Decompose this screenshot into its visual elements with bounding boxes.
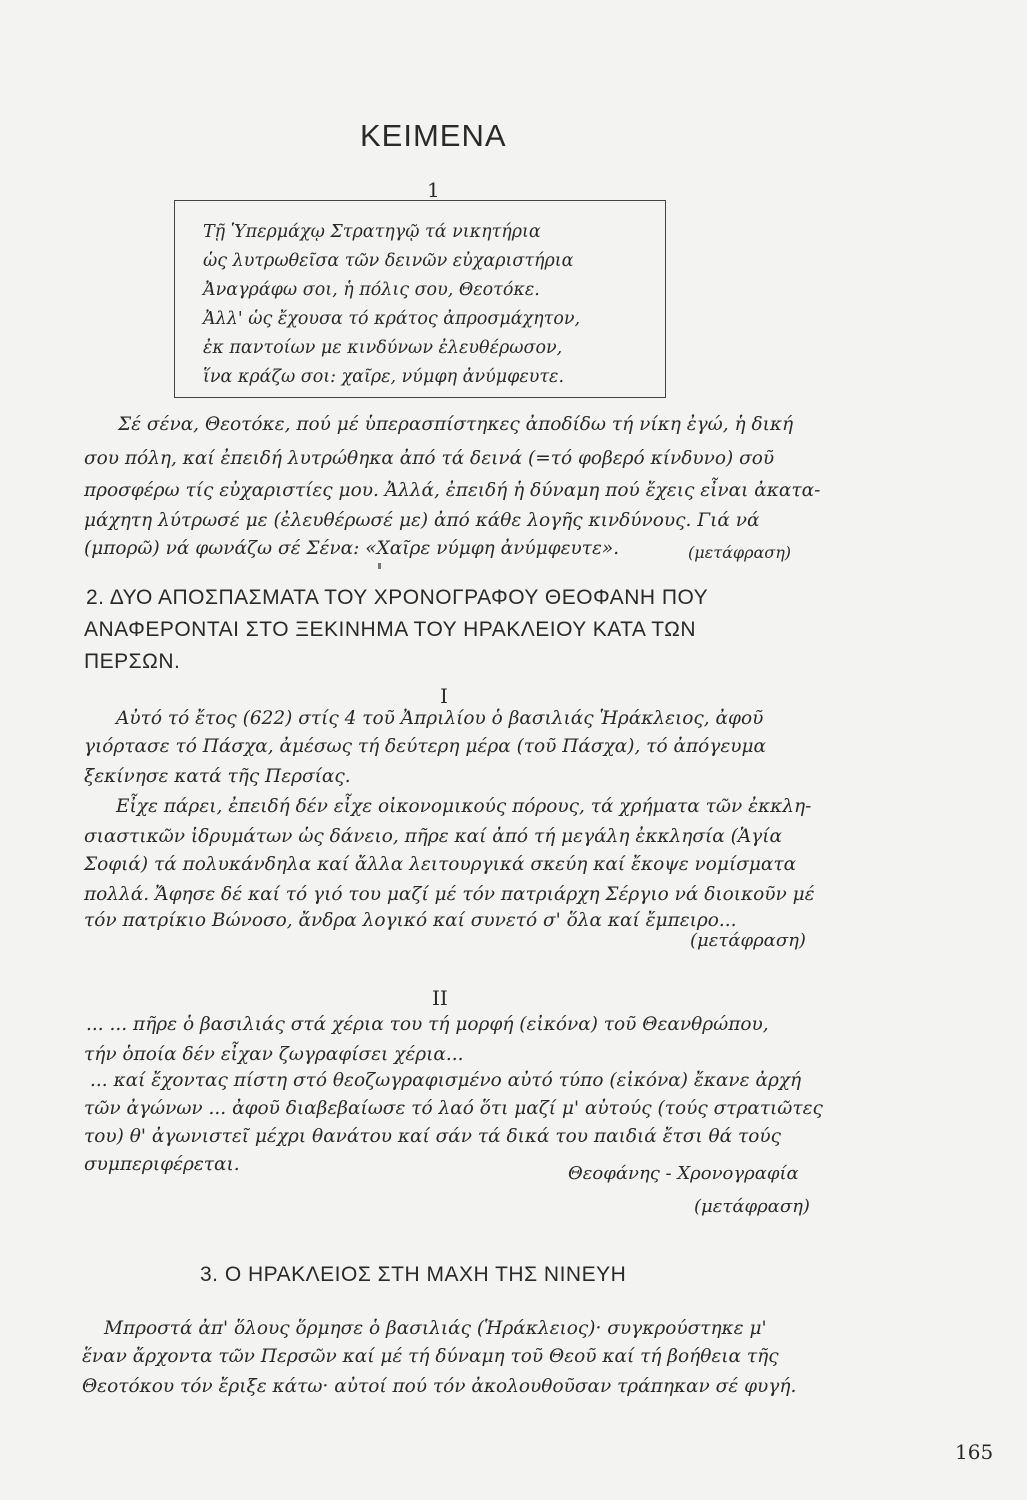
translation-line: προσφέρω τίς εὐχαριστίες μου. Ἀλλά, ἐπειδή ἡ δύναμη πού ἔχεις εἶναι ἀκατα- (84, 480, 821, 501)
part-2-line: ... ... πῆρε ὁ βασιλιάς στά χέρια του τή μορφή (εἰκόνα) τοῦ Θεανθρώπου, (86, 1014, 769, 1035)
page-title: KEIMENA (360, 118, 507, 153)
translation-line: (μπορῶ) νά φωνάζω σέ Σένα: «Χαῖρε νύμφη ἀνύμφευτε». (84, 538, 620, 559)
hymn-line: ἵνα κράζω σοι: χαῖρε, νύμφη ἀνύμφευτε. (203, 367, 565, 387)
source-note: (μετάφραση) (688, 543, 792, 562)
hymn-line: ὡς λυτρωθεῖσα τῶν δεινῶν εὐχαριστήρια (203, 251, 574, 271)
section-2-heading: ΠΕΡΣΩΝ. (84, 650, 181, 673)
part-2-line: του) θ' ἀγωνιστεῖ μέχρι θανάτου καί σάν τά δικά του παιδιά ἔτσι θά τούς (84, 1126, 782, 1147)
translation-line: Σέ σένα, Θεοτόκε, πού μέ ὑπερασπίστηκες ἀποδίδω τή νίκη ἐγώ, ἡ δική (118, 414, 794, 435)
part-1-line: Εἶχε πάρει, ἐπειδή δέν εἶχε οἰκονομικούς πόρους, τά χρήματα τῶν ἐκκλη- (116, 796, 812, 817)
section-2-heading: ΑΝΑΦΕΡΟΝΤΑΙ ΣΤΟ ΞΕΚΙΝΗΜΑ ΤΟΥ ΗΡΑΚΛΕΙΟΥ ΚΑΤΑ ΤΩΝ (84, 618, 697, 641)
source-note: (μετάφραση) (694, 1196, 810, 1217)
translation-line: σου πόλη, καί ἐπειδή λυτρώθηκα ἀπό τά δεινά (=τό φοβερό κίνδυνο) σοῦ (84, 448, 775, 469)
part-2-line: ... καί ἔχοντας πίστη στό θεοζωγραφισμένο αὐτό τύπο (εἰκόνα) ἔκανε ἀρχή (90, 1070, 802, 1091)
section-3-line: Θεοτόκου τόν ἔριξε κάτω· αὐτοί πού τόν ἀκολουθοῦσαν τράπηκαν σέ φυγή. (82, 1376, 797, 1397)
source-note: (μετάφραση) (690, 930, 806, 951)
section-2-heading: 2. ΔΥΟ ΑΠΟΣΠΑΣΜΑΤΑ ΤΟΥ ΧΡΟΝΟΓΡΑΦΟΥ ΘΕΟΦΑΝΗ ΠΟΥ (86, 586, 709, 609)
part-1-line: τόν πατρίκιο Βώνοσο, ἄνδρα λογικό καί συνετό σ' ὅλα καί ἔμπειρο... (84, 910, 737, 931)
section-3-heading: 3. Ο ΗΡΑΚΛΕΙΟΣ ΣΤΗ ΜΑΧΗ ΤΗΣ ΝΙΝΕΥΗ (200, 1263, 627, 1286)
part-2-line: τήν ὁποία δέν εἶχαν ζωγραφίσει χέρια... (84, 1044, 464, 1065)
source-author: Θεοφάνης - Χρονογραφία (568, 1163, 799, 1184)
hymn-line: Ἀναγράφω σοι, ἡ πόλις σου, Θεοτόκε. (203, 280, 540, 300)
hymn-line: Ἀλλ' ὡς ἔχουσα τό κράτος ἀπροσμάχητον, (203, 309, 581, 329)
part-2-line: συμπεριφέρεται. (84, 1154, 240, 1175)
part-1-line: Σοφιά) τά πολυκάνδηλα καί ἄλλα λειτουργικά σκεύη καί ἔκοψε νομίσματα (84, 854, 797, 875)
part-1-line: γιόρτασε τό Πάσχα, ἀμέσως τή δεύτερη μέρα (τοῦ Πάσχα), τό ἀπόγευμα (84, 736, 767, 757)
part-2-line: τῶν ἀγώνων ... ἀφοῦ διαβεβαίωσε τό λαό ὅτι μαζί μ' αὐτούς (τούς στρατιῶτες (84, 1098, 823, 1119)
section-1-number: 1 (427, 178, 440, 202)
hymn-line: ἐκ παντοίων με κινδύνων ἐλευθέρωσον, (203, 338, 563, 358)
part-2-numeral: II (432, 986, 448, 1010)
part-1-numeral: I (440, 684, 448, 708)
part-1-line: πολλά. Ἄφησε δέ καί τό γιό του μαζί μέ τόν πατριάρχη Σέργιο νά διοικοῦν μέ (84, 884, 815, 905)
page-number: 165 (955, 1440, 994, 1464)
hymn-line: Τῇ Ὑπερμάχῳ Στρατηγῷ τά νικητήρια (203, 222, 541, 242)
section-3-line: ἕναν ἄρχοντα τῶν Περσῶν καί μέ τή δύναμη τοῦ Θεοῦ καί τή βοήθεια τῆς (82, 1346, 779, 1367)
part-1-line: ξεκίνησε κατά τῆς Περσίας. (84, 766, 351, 787)
part-1-line: σιαστικῶν ἱδρυμάτων ὡς δάνειο, πῆρε καί ἀπό τή μεγάλη ἐκκλησία (Ἁγία (84, 826, 782, 847)
part-1-line: Αὐτό τό ἔτος (622) στίς 4 τοῦ Ἀπριλίου ὁ βασιλιάς Ἡράκλειος, ἀφοῦ (116, 708, 764, 729)
translation-line: μάχητη λύτρωσέ με (ἐλευθέρωσέ με) ἀπό κάθε λογῆς κινδύνους. Γιά νά (84, 510, 760, 531)
section-3-line: Μπροστά ἀπ' ὅλους ὅρμησε ὁ βασιλιάς (Ἡράκλειος)· συγκρούστηκε μ' (104, 1318, 767, 1339)
print-mark (378, 563, 381, 569)
